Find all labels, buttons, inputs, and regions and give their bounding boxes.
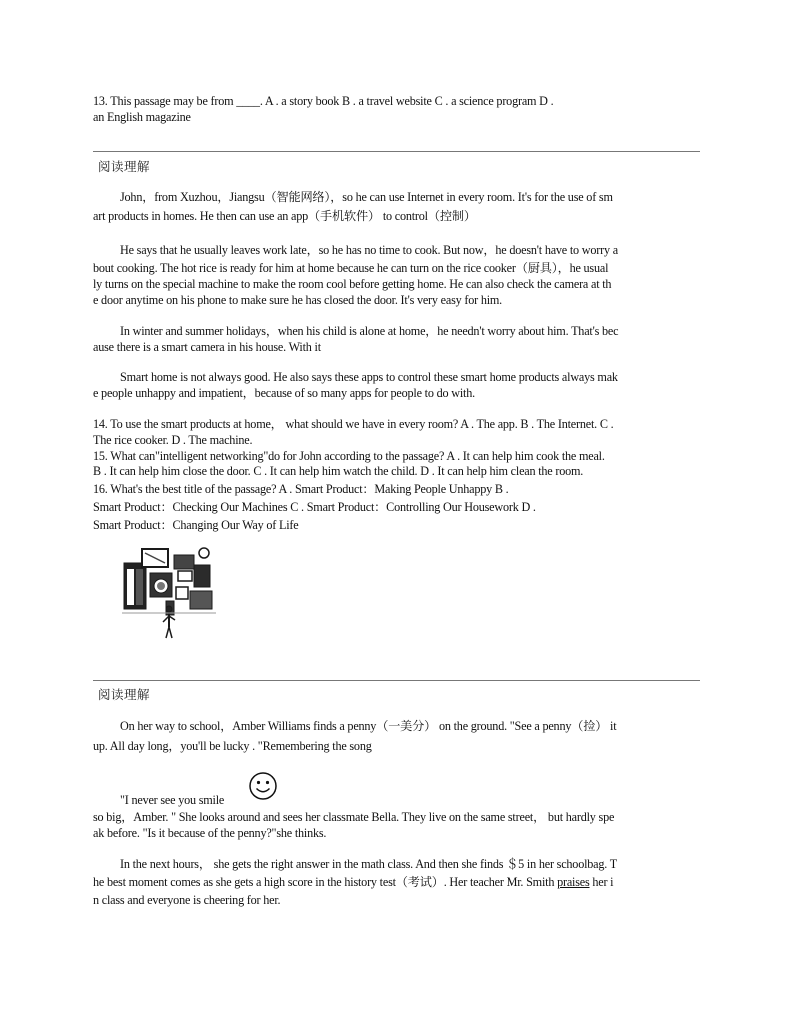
s1-p4-line: Smart home is not always good. He also says these apps to control these smart home products always mak <box>120 370 618 384</box>
s2-p3-line: In the next hours， she gets the right answer in the math class. And then she finds ＄5 in her schoolbag. T <box>120 857 617 871</box>
s1-p2-line: e door anytime on his phone to make sure he has closed the door. It's very easy for him. <box>93 293 503 307</box>
s1-p1-line: John，from Xuzhou，Jiangsu（智能网络），so he can use Internet in every room. It's for the use of sm <box>120 190 613 204</box>
section-heading: 阅读理解 <box>98 687 151 702</box>
smart-home-illustration <box>120 543 220 641</box>
question-line: Smart Product：Changing Our Way of Life <box>93 518 299 532</box>
q13-line-2: an English magazine <box>93 110 191 124</box>
s1-p2-line: ly turns on the special machine to make the room cool before getting home. He can also check the camera at th <box>93 277 612 291</box>
question-line: 14. To use the smart products at home， what should we have in every room? A . The app. B . The Internet. C . <box>93 417 614 431</box>
s2-p2-line: so big，Amber. " She looks around and sees her classmate Bella. They live on the same street， but hardly spe <box>93 810 615 824</box>
question-line: The rice cooker. D . The machine. <box>93 433 253 447</box>
section-heading: 阅读理解 <box>98 159 151 174</box>
s1-p1-line: art products in homes. He then can use an app（手机软件） to control（控制） <box>93 209 476 223</box>
s2-p3-text: he best moment comes as she gets a high score in the history test（考试）. Her teacher Mr. Smith <box>93 875 558 889</box>
q13-line-1: 13. This passage may be from ____. A . a story book B . a travel website C . a science program D . <box>93 94 554 108</box>
question-line: 16. What's the best title of the passage? A . Smart Product：Making People Unhappy B . <box>93 482 509 496</box>
section-divider <box>93 151 700 152</box>
question-line: Smart Product：Checking Our Machines C . Smart Product：Controlling Our Housework D . <box>93 500 536 514</box>
s1-p3-line: ause there is a smart camera in his house. With it <box>93 340 321 354</box>
s2-p1-line: On her way to school，Amber Williams finds a penny（一美分） on the ground. "See a penny（捡） it <box>120 719 617 733</box>
s2-p1-line: up. All day long，you'll be lucky . "Remembering the song <box>93 739 372 753</box>
s2-p3-text: her i <box>589 875 614 889</box>
s1-p2-line: He says that he usually leaves work late，so he has no time to cook. But now，he doesn't have to worry a <box>120 243 618 257</box>
question-line: 15. What can"intelligent networking"do for John according to the passage? A . It can help him cook the meal. <box>93 449 605 463</box>
s1-p4-line: e people unhappy and impatient，because of so many apps for people to do with. <box>93 386 475 400</box>
underlined-word: praises <box>557 875 590 889</box>
s2-p3-line <box>93 874 613 890</box>
s2-p2-line: ak before. "Is it because of the penny?"she thinks. <box>93 826 327 840</box>
s1-p3-line: In winter and summer holidays，when his child is alone at home，he needn't worry about him. That's bec <box>120 324 619 338</box>
s2-p3-line: n class and everyone is cheering for her. <box>93 893 281 907</box>
smiley-face-icon <box>248 771 278 801</box>
section-divider <box>93 680 700 681</box>
s2-p2-lead: "I never see you smile <box>120 793 225 807</box>
s1-p2-line: bout cooking. The hot rice is ready for him at home because he can turn on the rice cooker（厨具），he usual <box>93 261 609 275</box>
question-line: B . It can help him close the door. C . It can help him watch the child. D . It can help him clean the room. <box>93 464 584 478</box>
